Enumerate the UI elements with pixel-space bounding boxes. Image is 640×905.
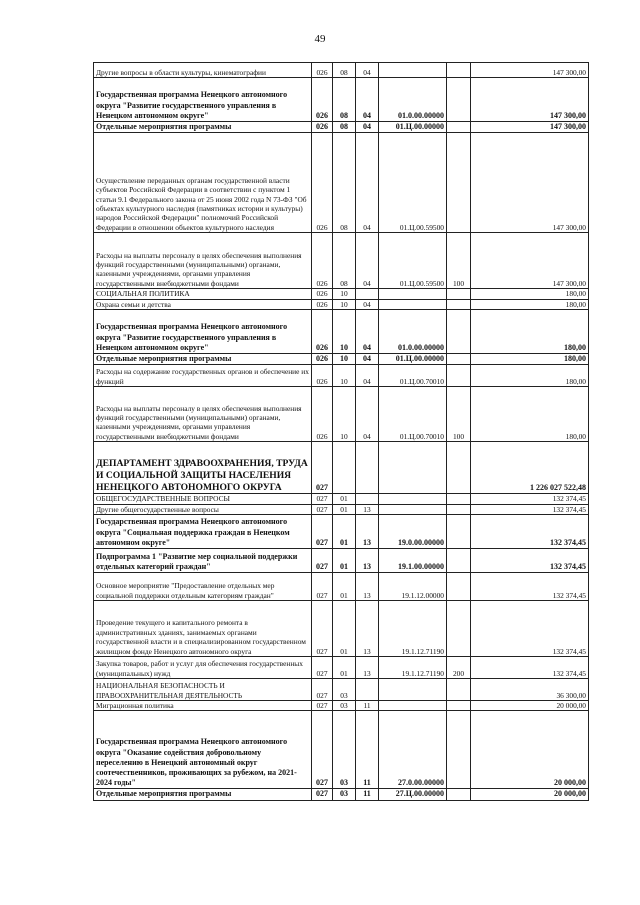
row-target-article: 19.0.00.00000 xyxy=(379,515,447,549)
row-name: Государственная программа Ненецкого автономного округа "Развитие государственного управления в Ненецком автономном округе" xyxy=(94,310,312,354)
row-section-code: 08 xyxy=(333,78,356,122)
table-row xyxy=(94,365,589,387)
row-grbs-code: 027 xyxy=(312,494,333,504)
row-expense-type xyxy=(447,310,471,354)
row-target-article xyxy=(379,289,447,299)
table-row xyxy=(94,657,589,679)
row-section-code: 10 xyxy=(333,299,356,309)
row-expense-type xyxy=(447,442,471,494)
row-name: Государственная программа Ненецкого автономного округа "Социальная поддержка граждан в Ненецком автономном округе" xyxy=(94,515,312,549)
row-section-code: 01 xyxy=(333,504,356,514)
row-name: СОЦИАЛЬНАЯ ПОЛИТИКА xyxy=(94,289,312,299)
row-grbs-code: 027 xyxy=(312,601,333,657)
row-grbs-code: 026 xyxy=(312,310,333,354)
row-section-code: 01 xyxy=(333,657,356,679)
row-section-code: 10 xyxy=(333,289,356,299)
budget-table xyxy=(93,62,589,801)
row-section-code: 08 xyxy=(333,122,356,133)
row-name: Охрана семьи и детства xyxy=(94,299,312,309)
row-section-code: 03 xyxy=(333,711,356,789)
row-target-article: 01.Ц.00.70010 xyxy=(379,387,447,442)
row-grbs-code: 026 xyxy=(312,133,333,233)
row-expense-type xyxy=(447,573,471,601)
row-grbs-code: 026 xyxy=(312,354,333,365)
row-expense-type: 100 xyxy=(447,233,471,289)
row-grbs-code: 026 xyxy=(312,122,333,133)
row-subsection-code: 11 xyxy=(356,789,379,800)
row-section-code: 08 xyxy=(333,133,356,233)
row-target-article: 19.1.00.00000 xyxy=(379,549,447,573)
row-expense-type xyxy=(447,789,471,800)
row-section-code: 08 xyxy=(333,233,356,289)
row-subsection-code xyxy=(356,494,379,504)
row-target-article: 19.1.12.71190 xyxy=(379,657,447,679)
row-target-article: 01.Ц.00.59500 xyxy=(379,133,447,233)
row-name: Осуществление переданных органам государственной власти субъектов Российской Федерации в соответствии с пунктом 1 статьи 9.1 Федерального закона от 25 июня 2002 года N 73-ФЗ "Об объектах культурного наследия (памятниках истории и культуры) народов Российской Федерации" полномочий Российской Федерации в отношении объектов культурного наследия xyxy=(94,133,312,233)
row-expense-type xyxy=(447,354,471,365)
row-amount: 20 000,00 xyxy=(471,701,589,711)
row-target-article: 19.1.12.71190 xyxy=(379,601,447,657)
row-name: Расходы на содержание государственных органов и обеспечение их функций xyxy=(94,365,312,387)
row-amount: 147 300,00 xyxy=(471,233,589,289)
row-expense-type xyxy=(447,494,471,504)
row-name: Основное мероприятие "Предоставление отдельных мер социальной поддержки отдельным категориям граждан" xyxy=(94,573,312,601)
row-amount: 147 300,00 xyxy=(471,78,589,122)
row-expense-type: 100 xyxy=(447,387,471,442)
row-target-article xyxy=(379,494,447,504)
row-subsection-code: 04 xyxy=(356,299,379,309)
row-expense-type: 200 xyxy=(447,657,471,679)
table-row xyxy=(94,78,589,122)
row-section-code: 10 xyxy=(333,310,356,354)
row-name: ДЕПАРТАМЕНТ ЗДРАВООХРАНЕНИЯ, ТРУДА И СОЦИАЛЬНОЙ ЗАЩИТЫ НАСЕЛЕНИЯ НЕНЕЦКОГО АВТОНОМНОГО ОКРУГА xyxy=(94,442,312,494)
row-expense-type xyxy=(447,549,471,573)
budget-table-body xyxy=(94,63,589,801)
table-row xyxy=(94,354,589,365)
row-amount: 147 300,00 xyxy=(471,122,589,133)
row-amount: 180,00 xyxy=(471,365,589,387)
row-amount: 1 226 027 522,48 xyxy=(471,442,589,494)
row-amount: 36 300,00 xyxy=(471,679,589,701)
row-section-code: 10 xyxy=(333,387,356,442)
row-grbs-code: 026 xyxy=(312,387,333,442)
row-grbs-code: 027 xyxy=(312,679,333,701)
row-section-code: 01 xyxy=(333,515,356,549)
table-row xyxy=(94,122,589,133)
row-grbs-code: 027 xyxy=(312,504,333,514)
row-grbs-code: 027 xyxy=(312,549,333,573)
table-row xyxy=(94,515,589,549)
row-amount: 132 374,45 xyxy=(471,494,589,504)
table-row xyxy=(94,387,589,442)
row-name: Подпрограмма 1 "Развитие мер социальной поддержки отдельных категорий граждан" xyxy=(94,549,312,573)
row-amount: 132 374,45 xyxy=(471,601,589,657)
row-amount: 20 000,00 xyxy=(471,789,589,800)
row-grbs-code: 026 xyxy=(312,299,333,309)
row-grbs-code: 027 xyxy=(312,573,333,601)
row-expense-type xyxy=(447,78,471,122)
row-section-code: 03 xyxy=(333,789,356,800)
row-amount: 180,00 xyxy=(471,310,589,354)
row-subsection-code: 04 xyxy=(356,233,379,289)
table-row xyxy=(94,789,589,800)
row-subsection-code: 04 xyxy=(356,133,379,233)
row-name: Государственная программа Ненецкого автономного округа "Развитие государственного управления в Ненецком автономном округе" xyxy=(94,78,312,122)
row-expense-type xyxy=(447,133,471,233)
row-section-code xyxy=(333,442,356,494)
row-amount: 147 300,00 xyxy=(471,133,589,233)
row-subsection-code: 04 xyxy=(356,122,379,133)
row-expense-type xyxy=(447,504,471,514)
row-expense-type xyxy=(447,701,471,711)
table-row xyxy=(94,494,589,504)
row-subsection-code: 13 xyxy=(356,549,379,573)
table-row xyxy=(94,504,589,514)
row-amount: 132 374,45 xyxy=(471,657,589,679)
row-subsection-code xyxy=(356,442,379,494)
row-target-article: 01.0.00.00000 xyxy=(379,310,447,354)
row-target-article: 01.Ц.00.00000 xyxy=(379,354,447,365)
row-name: ОБЩЕГОСУДАРСТВЕННЫЕ ВОПРОСЫ xyxy=(94,494,312,504)
row-grbs-code: 027 xyxy=(312,701,333,711)
table-row xyxy=(94,233,589,289)
row-name: Другие общегосударственные вопросы xyxy=(94,504,312,514)
row-section-code: 10 xyxy=(333,365,356,387)
row-subsection-code: 04 xyxy=(356,365,379,387)
row-target-article: 27.Ц.00.00000 xyxy=(379,789,447,800)
row-amount: 132 374,45 xyxy=(471,573,589,601)
table-row xyxy=(94,299,589,309)
row-amount: 180,00 xyxy=(471,354,589,365)
row-subsection-code: 13 xyxy=(356,601,379,657)
row-section-code: 08 xyxy=(333,63,356,78)
row-target-article xyxy=(379,701,447,711)
table-row xyxy=(94,549,589,573)
row-target-article xyxy=(379,299,447,309)
row-target-article xyxy=(379,504,447,514)
row-section-code: 01 xyxy=(333,601,356,657)
row-grbs-code: 027 xyxy=(312,789,333,800)
row-subsection-code: 04 xyxy=(356,63,379,78)
table-row xyxy=(94,442,589,494)
row-target-article: 01.0.00.00000 xyxy=(379,78,447,122)
row-amount: 132 374,45 xyxy=(471,504,589,514)
table-row xyxy=(94,573,589,601)
row-expense-type xyxy=(447,515,471,549)
row-target-article xyxy=(379,442,447,494)
row-section-code: 03 xyxy=(333,679,356,701)
row-target-article: 01.Ц.00.00000 xyxy=(379,122,447,133)
row-subsection-code: 13 xyxy=(356,515,379,549)
row-name: Отдельные мероприятия программы xyxy=(94,122,312,133)
row-target-article xyxy=(379,63,447,78)
row-amount: 180,00 xyxy=(471,387,589,442)
row-target-article: 19.1.12.00000 xyxy=(379,573,447,601)
row-expense-type xyxy=(447,601,471,657)
row-amount: 132 374,45 xyxy=(471,549,589,573)
table-row xyxy=(94,711,589,789)
row-grbs-code: 026 xyxy=(312,233,333,289)
table-row xyxy=(94,701,589,711)
row-grbs-code: 026 xyxy=(312,63,333,78)
row-name: Миграционная политика xyxy=(94,701,312,711)
row-section-code: 10 xyxy=(333,354,356,365)
row-name: Закупка товаров, работ и услуг для обеспечения государственных (муниципальных) нужд xyxy=(94,657,312,679)
row-name: Расходы на выплаты персоналу в целях обеспечения выполнения функций государственными (муниципальными) органами, казенными учреждениями, органами управления государственными внебюджетными фондами xyxy=(94,387,312,442)
row-subsection-code: 13 xyxy=(356,504,379,514)
row-expense-type xyxy=(447,122,471,133)
table-row xyxy=(94,289,589,299)
table-row xyxy=(94,310,589,354)
row-subsection-code: 04 xyxy=(356,387,379,442)
row-target-article: 01.Ц.00.59500 xyxy=(379,233,447,289)
row-target-article xyxy=(379,679,447,701)
row-subsection-code: 13 xyxy=(356,573,379,601)
row-section-code: 01 xyxy=(333,494,356,504)
row-name: НАЦИОНАЛЬНАЯ БЕЗОПАСНОСТЬ И ПРАВООХРАНИТЕЛЬНАЯ ДЕЯТЕЛЬНОСТЬ xyxy=(94,679,312,701)
table-row xyxy=(94,63,589,78)
table-row xyxy=(94,601,589,657)
table-row xyxy=(94,133,589,233)
row-name: Другие вопросы в области культуры, кинематографии xyxy=(94,63,312,78)
row-target-article: 01.Ц.00.70010 xyxy=(379,365,447,387)
row-expense-type xyxy=(447,63,471,78)
row-name: Государственная программа Ненецкого автономного округа "Оказание содействия добровольному переселению в Ненецкий автономный округ соотечественников, проживающих за рубежом, на 2021-2024 годы" xyxy=(94,711,312,789)
row-subsection-code: 11 xyxy=(356,701,379,711)
row-subsection-code xyxy=(356,679,379,701)
row-subsection-code: 13 xyxy=(356,657,379,679)
row-amount: 180,00 xyxy=(471,289,589,299)
row-subsection-code: 04 xyxy=(356,354,379,365)
row-expense-type xyxy=(447,365,471,387)
row-name: Отдельные мероприятия программы xyxy=(94,354,312,365)
row-subsection-code xyxy=(356,289,379,299)
row-expense-type xyxy=(447,711,471,789)
table-row xyxy=(94,679,589,701)
row-subsection-code: 11 xyxy=(356,711,379,789)
row-grbs-code: 026 xyxy=(312,365,333,387)
row-section-code: 01 xyxy=(333,549,356,573)
row-name: Расходы на выплаты персоналу в целях обеспечения выполнения функций государственными (муниципальными) органами, казенными учреждениями, органами управления государственными внебюджетными фондами xyxy=(94,233,312,289)
row-amount: 20 000,00 xyxy=(471,711,589,789)
row-expense-type xyxy=(447,299,471,309)
row-subsection-code: 04 xyxy=(356,78,379,122)
row-grbs-code: 026 xyxy=(312,78,333,122)
row-grbs-code: 026 xyxy=(312,289,333,299)
row-name: Отдельные мероприятия программы xyxy=(94,789,312,800)
row-section-code: 03 xyxy=(333,701,356,711)
row-amount: 180,00 xyxy=(471,299,589,309)
row-grbs-code: 027 xyxy=(312,515,333,549)
row-section-code: 01 xyxy=(333,573,356,601)
page-number: 49 xyxy=(314,33,326,45)
row-subsection-code: 04 xyxy=(356,310,379,354)
row-amount: 132 374,45 xyxy=(471,515,589,549)
row-expense-type xyxy=(447,289,471,299)
row-expense-type xyxy=(447,679,471,701)
row-amount: 147 300,00 xyxy=(471,63,589,78)
row-grbs-code: 027 xyxy=(312,657,333,679)
row-target-article: 27.0.00.00000 xyxy=(379,711,447,789)
row-grbs-code: 027 xyxy=(312,711,333,789)
row-grbs-code: 027 xyxy=(312,442,333,494)
row-name: Проведение текущего и капитального ремонта в административных зданиях, занимаемых органами государственной власти и в специализированном государственном жилищном фонде Ненецкого автономного округа xyxy=(94,601,312,657)
